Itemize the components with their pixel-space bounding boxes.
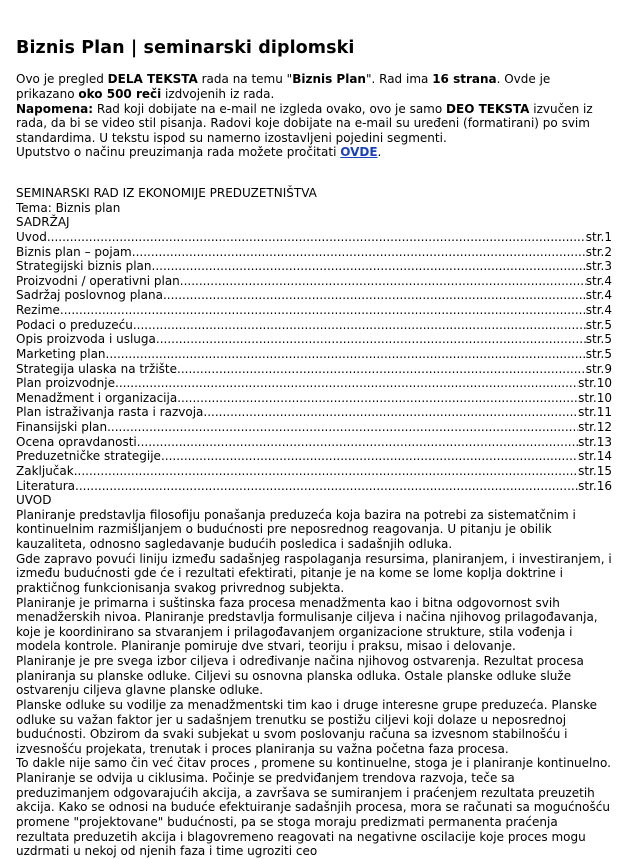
toc-entry-page: str.10 <box>578 376 612 391</box>
toc-leader-dots <box>180 274 586 289</box>
toc-entry-label: Ocena opravdanosti <box>16 434 137 449</box>
toc-entry-page: str.3 <box>585 259 612 274</box>
toc-entry-page: str.13 <box>578 434 612 449</box>
body-paragraph: Planiranje je pre svega izbor ciljeva i određivanje načina njihovog ostvarenja. Rezultat procesa planiranja su planske odluke. Ciljevi su osnovna planska odluka. Ostale planske odluke služe ostvarenju ciljeva glavne planske odluke. <box>16 654 584 698</box>
toc-entry <box>16 449 612 464</box>
toc-entry-label: Rezime <box>16 303 60 318</box>
toc-entry-page: str.11 <box>578 405 612 420</box>
toc-entry <box>16 435 612 450</box>
body-paragraph: Planiranje predstavlja filosofiju ponašanja preduzeća koja bazira na potrebi za sistematčnim i kontinuelnim razmišljanjem o budućnosti pre neposrednog reagovanja. U pitanju je obilik kauzaliteta, odnosno sagledavanje budućih posledica i sadašnjih odluka. <box>16 507 576 552</box>
intro-text: ". Rad ima <box>365 72 433 87</box>
toc-entry-page: str.9 <box>585 361 612 376</box>
toc-leader-dots <box>107 420 578 435</box>
toc-entry-page: str.1 <box>585 229 612 244</box>
intro-text: Ovo je pregled <box>16 72 108 87</box>
toc-leader-dots <box>177 362 586 377</box>
intro-text: . Ovde je prikazano <box>16 72 551 101</box>
ovde-link[interactable]: OVDE <box>340 145 378 160</box>
toc-entry-page: str.4 <box>585 303 612 318</box>
body-paragraph: Planiranje je primarna i suštinska faza procesa menadžmenta kao i bitna odgovornost svih menadžerskih nivoa. Planiranje predstavlja formulisanje ciljeva i načina njihovog prilagođavanja, koje je koordinirano sa stvaranjem i prilagođavanjem organizacione strukture, stila vođenja i modela kontrole. Planiranje pomiruje dve stvari, teoriju i praksu, misao i delovanje. <box>16 595 598 654</box>
toc-entry-label: Proizvodni / operativni plan <box>16 273 180 288</box>
toc-entry-page: str.5 <box>585 332 612 347</box>
toc-entry-page: str.5 <box>585 346 612 361</box>
toc-entry-page: str.12 <box>578 420 612 435</box>
guide-text: . <box>377 145 382 160</box>
toc-entry <box>16 288 612 303</box>
note-label: Napomena: <box>16 101 94 116</box>
toc-entry <box>16 464 612 479</box>
toc-entry-page: str.4 <box>585 273 612 288</box>
document-topic: Tema: Biznis plan <box>16 200 121 215</box>
intro-text: izdvojenih iz rada. <box>161 86 275 101</box>
toc-entry-label: Finansijski plan <box>16 420 108 435</box>
toc-entry-page: str.14 <box>578 449 612 464</box>
toc-entry-label: Strategijski biznis plan <box>16 259 152 274</box>
toc-leader-dots <box>115 376 578 391</box>
toc-entry-label: Zaključak <box>16 463 74 478</box>
toc-leader-dots <box>60 303 586 318</box>
toc-entry <box>16 259 612 274</box>
toc-leader-dots <box>177 391 578 406</box>
toc-entry-label: Plan proizvodnje <box>16 376 115 391</box>
spacer <box>16 160 612 186</box>
toc-leader-dots <box>156 332 586 347</box>
toc-leader-dots <box>47 230 586 245</box>
intro-bold: DELA TEKSTA <box>107 72 198 87</box>
toc-entry-label: Preduzetničke strategije <box>16 449 161 464</box>
toc-entry-label: Sadržaj poslovnog plana <box>16 288 163 303</box>
page-title: Biznis Plan | seminarski diplomski <box>16 38 355 58</box>
body-paragraph: To dakle nije samo čin već čitav proces , promene su kontinuelne, stoga je i planiranje kontinuelno. Planiranje se odvija u ciklusima. Počinje se predviđanjem trendova razvoja, teče sa preduzimanjem odgovarajućih akcija, a završava se sumiranjem i praćenjem rezultata preuzetih akcija. Kako se odnosi na buduće efektuiranje sadašnjih procesa, mora se računati sa mogućnošću promene "projektovane" budućnosti, pa se stoga moraju predizmati permanenta praćenja rezultata preduzetih akcija i blagovremeno reagovati na negativne oscilacije koje proces mogu uzdrmati u nekoj od njenih faza i time ugroziti ceo <box>16 756 611 859</box>
toc-title: SADRŽAJ <box>16 215 70 230</box>
guide-paragraph <box>16 145 612 160</box>
note-bold: DEO TEKSTA <box>446 101 530 116</box>
toc-entry-label: Plan istraživanja rasta i razvoja <box>16 405 204 420</box>
toc-leader-dots <box>74 464 578 479</box>
toc-entry <box>16 230 612 245</box>
table-of-contents <box>16 230 612 493</box>
toc-entry-label: Opis proizvoda i usluga <box>16 332 156 347</box>
toc-entry <box>16 420 612 435</box>
toc-entry-page: str.10 <box>578 390 612 405</box>
toc-leader-dots <box>163 288 586 303</box>
toc-entry-page: str.5 <box>585 317 612 332</box>
toc-entry <box>16 303 612 318</box>
note-text: izvučen iz rada, da bi se video stil pisanja. Radovi koje dobijate na e-mail su uređeni (formatirani) po svim standardima. U tekstu ispod su namerno izostavljeni pojedini segmenti. <box>16 101 593 145</box>
toc-entry <box>16 479 612 494</box>
note-paragraph <box>16 102 612 146</box>
toc-entry-page: str.15 <box>578 463 612 478</box>
toc-entry-label: Strategija ulaska na tržište <box>16 361 177 376</box>
body-paragraph: Gde zapravo povući liniju između sadašnjeg raspolaganja resursima, planiranjem, i investiranjem, i između budućnosti gde će i rezultati efektirati, pitanje je na kome se lome koplja doktrine i praktičnog funkcionisanja svakog privrednog subjekta. <box>16 551 612 595</box>
toc-entry <box>16 318 612 333</box>
intro-paragraph <box>16 72 612 101</box>
toc-entry <box>16 274 612 289</box>
toc-leader-dots <box>132 245 586 260</box>
toc-leader-dots <box>137 435 578 450</box>
toc-entry <box>16 347 612 362</box>
toc-leader-dots <box>203 405 578 420</box>
toc-entry <box>16 332 612 347</box>
toc-leader-dots <box>75 479 578 494</box>
document-heading: SEMINARSKI RAD IZ EKONOMIJE PREDUZETNIŠTVA <box>16 186 317 201</box>
toc-entry <box>16 391 612 406</box>
intro-text: rada na temu " <box>197 72 293 87</box>
body-text <box>16 508 612 859</box>
toc-leader-dots <box>133 318 586 333</box>
toc-entry <box>16 376 612 391</box>
toc-entry-page: str.16 <box>578 478 612 493</box>
section-title: UVOD <box>16 493 52 508</box>
body-paragraph: Planske odluke su vodilje za menadžmentski tim kao i druge interesne grupe preduzeća. Planske odluke su važan faktor jer u sadašnjem trenutku se postižu ciljevi koji dolaze u neposrednoj budućnosti. Obzirom da svaki subjekat u svom poslovanju računa sa izvesnom stabilnošću i izvesnošću projekata, trenutak i proces planiranja su važna početna faza procesa. <box>16 697 598 756</box>
toc-entry <box>16 405 612 420</box>
intro-bold: 16 strana <box>432 72 497 87</box>
intro-bold: oko 500 reči <box>78 86 162 101</box>
toc-entry-page: str.2 <box>585 244 612 259</box>
toc-leader-dots <box>106 347 586 362</box>
intro-bold: Biznis Plan <box>292 72 366 87</box>
toc-leader-dots <box>152 259 586 274</box>
toc-entry-page: str.4 <box>585 288 612 303</box>
toc-entry-label: Biznis plan – pojam <box>16 244 132 259</box>
guide-text: Uputstvo o načinu preuzimanja rada možete pročitati <box>16 145 341 160</box>
toc-entry-label: Uvod <box>16 229 47 244</box>
toc-entry <box>16 245 612 260</box>
toc-entry <box>16 362 612 377</box>
note-text: Rad koji dobijate na e-mail ne izgleda ovako, ovo je samo <box>93 101 447 116</box>
toc-entry-label: Menadžment i organizacija <box>16 390 178 405</box>
toc-entry-label: Literatura <box>16 478 75 493</box>
toc-entry-label: Podaci o preduzeću <box>16 317 133 332</box>
toc-leader-dots <box>161 449 578 464</box>
toc-entry-label: Marketing plan <box>16 346 106 361</box>
